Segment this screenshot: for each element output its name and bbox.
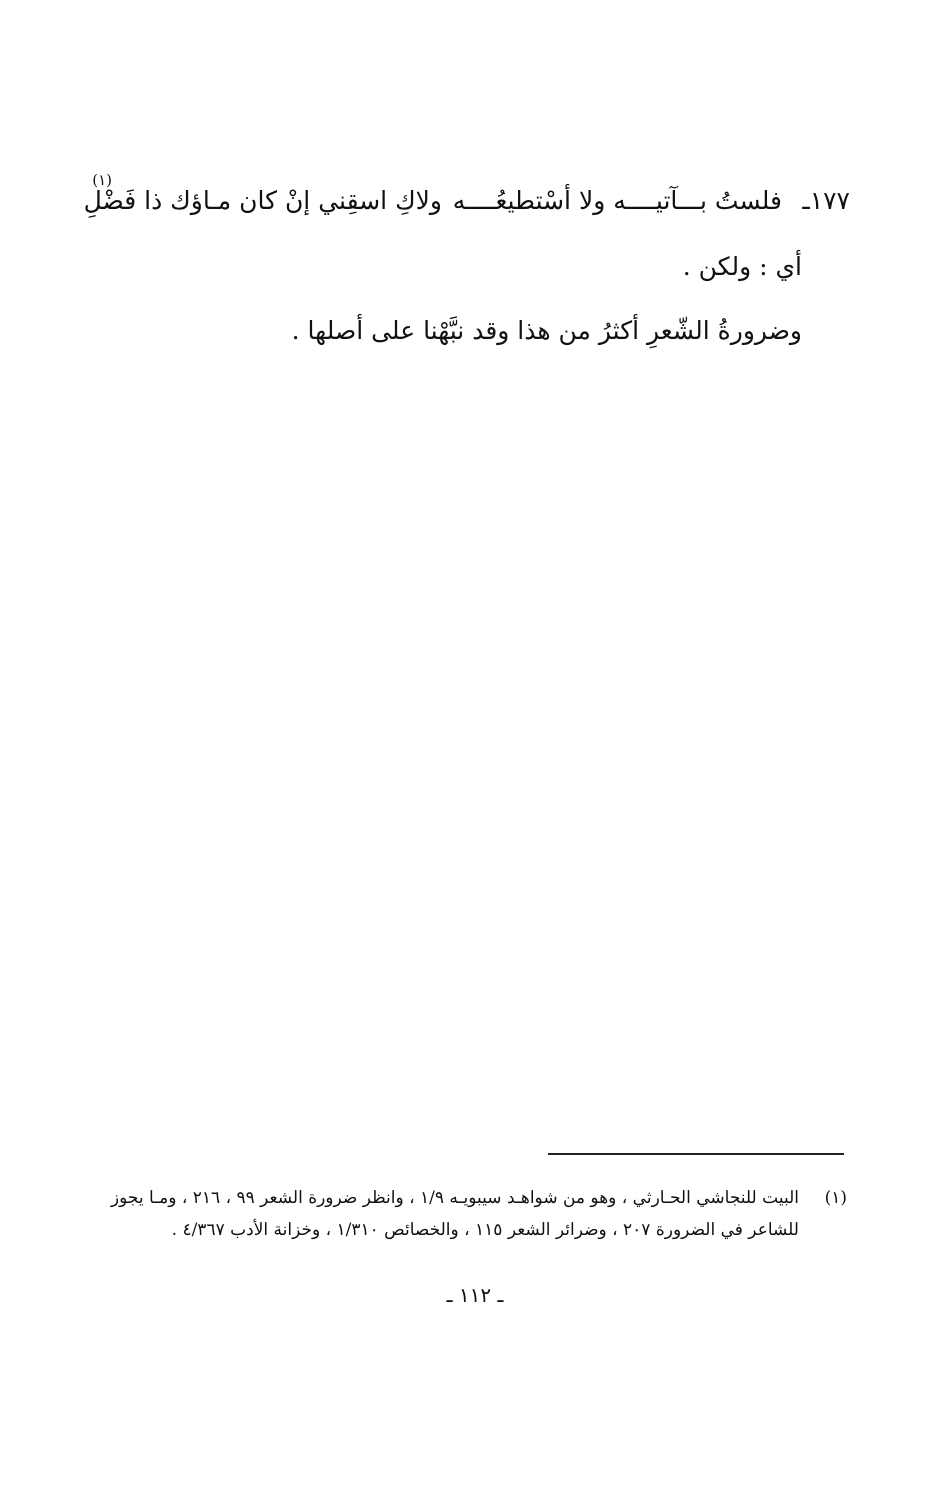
verse-second-hemistich: ولاكِ اسقِني إنْ كان مـاؤك ذا فَضْلِ — [83, 186, 442, 215]
body-line-remark: وضرورةُ الشّعرِ أكثرُ من هذا وقد نبَّهْنا على أصلها . — [291, 316, 802, 345]
body-line-explanation: أي : ولكن . — [682, 252, 802, 281]
footnote-line: للشاعر في الضرورة ٢٠٧ ، وضرائر الشعر ١١٥ ، والخصائص ١/٣١٠ ، وخزانة الأدب ٤/٣٦٧ . — [171, 1220, 799, 1240]
verse-number: ١٧٧ـ — [802, 186, 850, 215]
footnote-label: (١) — [824, 1188, 847, 1208]
footnote-line: البيت للنجاشي الحـارثي ، وهو من شواهـد سيبويـه ١/٩ ، وانظر ضرورة الشعر ٩٩ ، ٢١٦ ، ومـا يجوز — [110, 1188, 799, 1208]
poetry-verse — [83, 171, 850, 224]
page-number: ـ ١١٢ ـ — [446, 1283, 504, 1307]
verse-first-hemistich: فلستُ بـــآتيــــه ولا أسْتطيعُــــه — [452, 186, 782, 215]
footnote-marker[interactable]: (١) — [92, 171, 112, 189]
footnote-divider — [548, 1153, 844, 1155]
